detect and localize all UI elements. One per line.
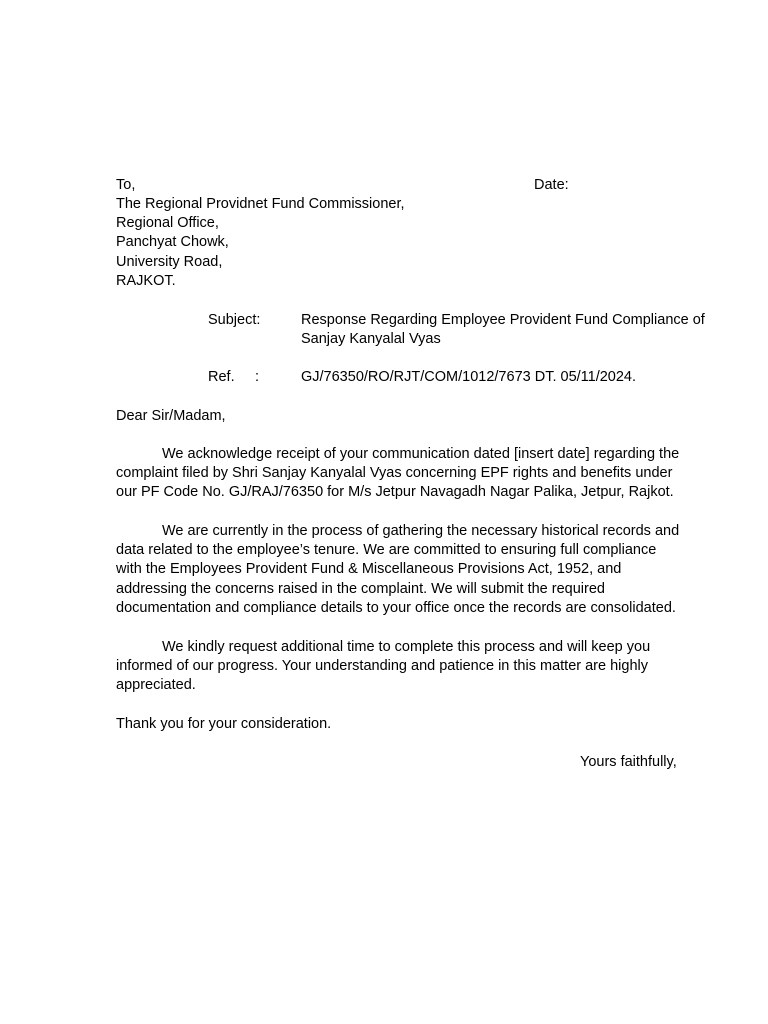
ref-label: Ref. (208, 369, 235, 385)
salutation: Dear Sir/Madam, (116, 408, 226, 424)
paragraph-line: with the Employees Provident Fund & Miscellaneous Provisions Act, 1952, and (116, 561, 622, 578)
paragraph-line: informed of our progress. Your understanding and patience in this matter are highly (116, 658, 648, 675)
paragraph-acknowledgement (116, 445, 728, 503)
ref-colon: : (255, 369, 260, 385)
date-label: Date: (534, 177, 569, 193)
paragraph-line: complaint filed by Shri Sanjay Kanyalal Vyas concerning EPF rights and benefits under (116, 465, 673, 482)
subject-label: Subject: (208, 312, 261, 328)
paragraph-line: We kindly request additional time to complete this process and will keep you (162, 639, 651, 655)
subject-text: Sanjay Kanyalal Vyas (301, 331, 441, 347)
paragraph-request (116, 638, 728, 696)
paragraph-process (116, 522, 728, 618)
address-line: University Road, (116, 254, 223, 270)
paragraph-line: addressing the concerns raised in the complaint. We will submit the required (116, 580, 605, 597)
paragraph-line: data related to the employee’s tenure. We are committed to ensuring full compliance (116, 542, 657, 559)
paragraph-line: documentation and compliance details to your office once the records are consolidated. (116, 599, 676, 616)
ref-value: GJ/76350/RO/RJT/COM/1012/7673 DT. 05/11/2024. (301, 369, 637, 385)
to-line: To, (116, 177, 136, 193)
subject-text: Response Regarding Employee Provident Fund Compliance of (301, 312, 705, 328)
paragraph-line: We are currently in the process of gathering the necessary historical records and (162, 523, 680, 539)
address-line: RAJKOT. (116, 273, 176, 289)
address-line: The Regional Providnet Fund Commissioner, (116, 196, 405, 212)
thanks-line: Thank you for your consideration. (116, 716, 332, 732)
closing-line: Yours faithfully, (580, 754, 677, 770)
address-line: Regional Office, (116, 215, 219, 231)
paragraph-line: our PF Code No. GJ/RAJ/76350 for M/s Jetpur Navagadh Nagar Palika, Jetpur, Rajkot. (116, 484, 674, 501)
address-line: Panchyat Chowk, (116, 234, 229, 250)
paragraph-line: appreciated. (116, 677, 196, 694)
paragraph-line: We acknowledge receipt of your communication dated [insert date] regarding the (162, 446, 680, 462)
